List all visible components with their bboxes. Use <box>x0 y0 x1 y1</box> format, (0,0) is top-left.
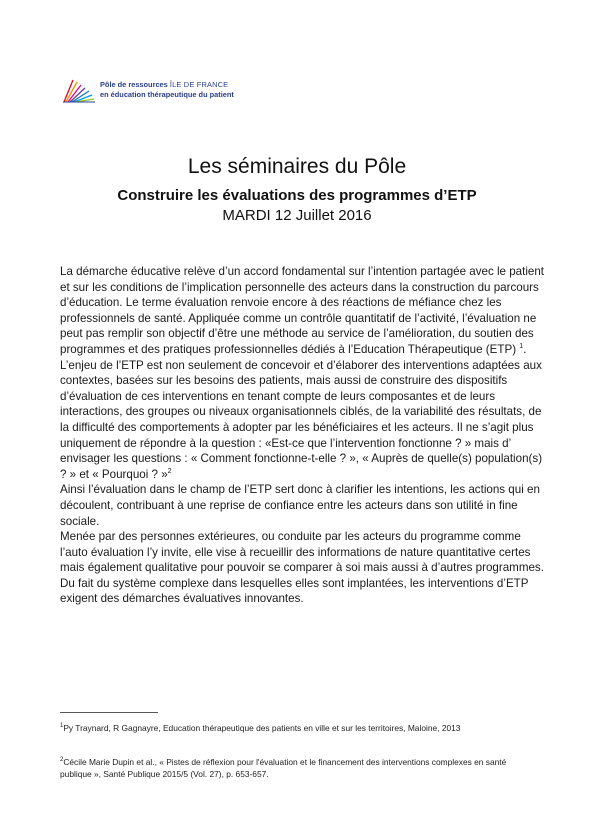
body-text <box>60 264 546 607</box>
footnote-1-number: 1 <box>60 723 64 730</box>
footnote-2 <box>60 756 540 780</box>
footnote-ref-2: 2 <box>167 467 172 475</box>
footnote-divider <box>60 712 158 713</box>
page-title: Les séminaires du Pôle <box>187 155 407 178</box>
paragraph-intro <box>60 264 546 358</box>
logo-tagline: en éducation thérapeutique du patient <box>100 90 234 99</box>
footnote-1 <box>60 722 540 734</box>
footnote-2-number: 2 <box>60 757 64 764</box>
paragraph-enjeu <box>60 358 546 483</box>
logo <box>62 76 234 106</box>
paragraph-enjeu-text: L’enjeu de l’ETP est non seulement de concevoir et d’élaborer des interventions adaptées aux contextes, basées sur les besoins des patients, mais aussi de construire des dispositifs d’évaluation de ces interventions en tenant compte de leurs composantes et de leurs interactions, des groupes ou niveaux organisationnels ciblés, de la variabilité des résultats, de la difficulté des comportements à adopter par les bénéficiaires et les acteurs. Il ne s’agit plus uniquement de répondre à la question : «Est-ce que l’intervention fonctionne ? » mais d’ envisager les questions : « Comment fonctionne-t-elle ? », « Auprès de quelle(s) population(s) ? » et « Pourquoi ? » <box>60 358 543 481</box>
logo-text <box>100 80 234 100</box>
logo-brand: Pôle de ressources <box>100 80 168 89</box>
logo-mark-icon <box>62 76 96 104</box>
event-date: MARDI 12 Juillet 2016 <box>222 207 372 224</box>
paragraph-intro-text: La démarche éducative relève d’un accord fondamental sur l’intention partagée avec le patient et sur les conditions de l’implication personnelle des acteurs dans la construction du parcours d’éducation. Le terme évaluation renvoie encore à des réactions de méfiance chez les professionnels de santé. Appliquée comme un contrôle quantitatif de l’activité, l’évaluation ne peut pas remplir son objectif d’être une méthode au service de l’amélioration, du soutien des programmes et des pratiques professionnelles dédiés à l’Education Thérapeutique (ETP) <box>60 265 545 356</box>
paragraph-clarify: Ainsi l’évaluation dans le champ de l’ETP sert donc à clarifier les intentions, les actions qui en découlent, contribuant à une reprise de confiance entre les acteurs dans son utilité in fine sociale. <box>60 483 540 528</box>
logo-region: ÎLE DE FRANCE <box>169 80 229 89</box>
footnote-1-text: Py Traynard, R Gagnayre, Education thérapeutique des patients en ville et sur les territoires, Maloine, 2013 <box>63 723 461 733</box>
page-subtitle: Construire les évaluations des programmes d’ETP <box>117 187 477 204</box>
paragraph-intro-end: . <box>523 342 527 356</box>
paragraph-menee: Menée par des personnes extérieures, ou conduite par les acteurs du programme comme l’auto évaluation l’y invite, elle vise à recueillir des informations de nature quantitative certes mais également qualitative pour pouvoir se comparer à soi mais aussi à d’autres programmes. <box>60 530 544 575</box>
footnote-ref-1: 1 <box>519 343 524 351</box>
paragraph-conclusion: Du fait du système complexe dans lesquelles elles sont implantées, les interventions d’ETP exigent des démarches évaluatives innovantes. <box>60 576 529 606</box>
footnote-2-text: Cécile Marie Dupin et al., « Pistes de réflexion pour l'évaluation et le financement des interventions complexes en santé publique », Santé Publique 2015/5 (Vol. 27), p. 653-657. <box>60 757 507 779</box>
